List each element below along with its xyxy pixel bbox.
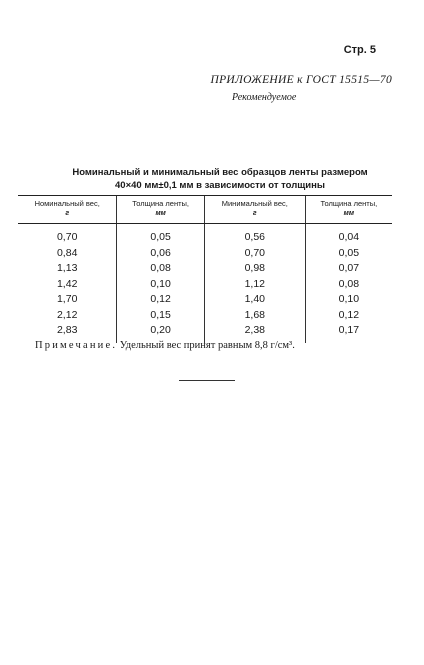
- column-header-label: Номинальный вес,: [34, 199, 100, 208]
- cell-nominal-weight: 2,83: [56, 324, 78, 336]
- table-caption-line-2: 40×40 мм±0,1 мм в зависимости от толщины: [115, 180, 325, 191]
- column-header-thickness-1: [117, 196, 205, 224]
- column-header-nominal-weight: [18, 196, 117, 224]
- table-caption-line-1: Номинальный и минимальный вес образцов ленты размером: [72, 167, 368, 178]
- cell-minimum-weight: 0,56: [204, 224, 305, 246]
- cell-thickness-1: 0,10: [117, 277, 205, 293]
- table-row: [18, 261, 392, 277]
- appendix-title: ПРИЛОЖЕНИЕ к ГОСТ 15515—70: [210, 74, 392, 86]
- cell-thickness-1: 0,05: [117, 224, 205, 246]
- cell-thickness-1: 0,15: [117, 308, 205, 324]
- cell-thickness-1: 0,12: [117, 292, 205, 308]
- column-header-unit: г: [65, 210, 70, 217]
- cell-thickness-2: 0,05: [305, 246, 392, 262]
- cell-thickness-2: 0,07: [305, 261, 392, 277]
- table-row: [18, 277, 392, 293]
- table-row: [18, 308, 392, 324]
- cell-nominal-weight: 1,13: [56, 262, 78, 274]
- cell-thickness-2: 0,10: [305, 292, 392, 308]
- cell-thickness-2: 0,04: [305, 224, 392, 246]
- column-header-unit: г: [252, 210, 257, 217]
- cell-thickness-1: 0,08: [117, 261, 205, 277]
- table-note: [35, 340, 295, 351]
- cell-minimum-weight: 0,98: [204, 261, 305, 277]
- note-text: Удельный вес принят равным 8,8 г/см³.: [117, 340, 295, 351]
- column-header-unit: мм: [155, 210, 166, 217]
- table-row: [18, 246, 392, 262]
- note-label: Примечание.: [35, 340, 118, 351]
- column-header-unit: мм: [343, 210, 355, 217]
- cell-thickness-1: 0,20: [117, 323, 205, 343]
- cell-nominal-weight: 1,42: [56, 277, 78, 290]
- column-header-minimum-weight: [204, 196, 305, 224]
- cell-thickness-2: 0,17: [305, 323, 392, 343]
- cell-minimum-weight: 0,70: [204, 246, 305, 262]
- cell-minimum-weight: 1,68: [204, 308, 305, 324]
- cell-minimum-weight: 2,38: [204, 323, 305, 343]
- table-header-row: [18, 196, 392, 224]
- cell-thickness-2: 0,12: [305, 308, 392, 324]
- cell-minimum-weight: 1,12: [204, 277, 305, 293]
- column-header-label: Минимальный вес,: [221, 199, 288, 208]
- cell-nominal-weight: 0,84: [56, 246, 78, 259]
- recommendation-status: Рекомендуемое: [232, 92, 297, 103]
- column-header-label: Толщина ленты,: [320, 199, 378, 208]
- end-rule: [179, 380, 235, 381]
- cell-nominal-weight: 2,12: [56, 308, 78, 321]
- cell-minimum-weight: 1,40: [204, 292, 305, 308]
- cell-nominal-weight: 1,70: [56, 293, 78, 305]
- cell-nominal-weight: 0,70: [56, 231, 78, 243]
- page-number: Стр. 5: [343, 44, 376, 56]
- weights-table: [18, 195, 392, 343]
- cell-thickness-1: 0,06: [117, 246, 205, 262]
- table-row: [18, 224, 392, 246]
- table-caption: [60, 166, 380, 192]
- table-row: [18, 292, 392, 308]
- column-header-label: Толщина ленты,: [132, 199, 189, 208]
- cell-thickness-2: 0,08: [305, 277, 392, 293]
- column-header-thickness-2: [305, 196, 392, 224]
